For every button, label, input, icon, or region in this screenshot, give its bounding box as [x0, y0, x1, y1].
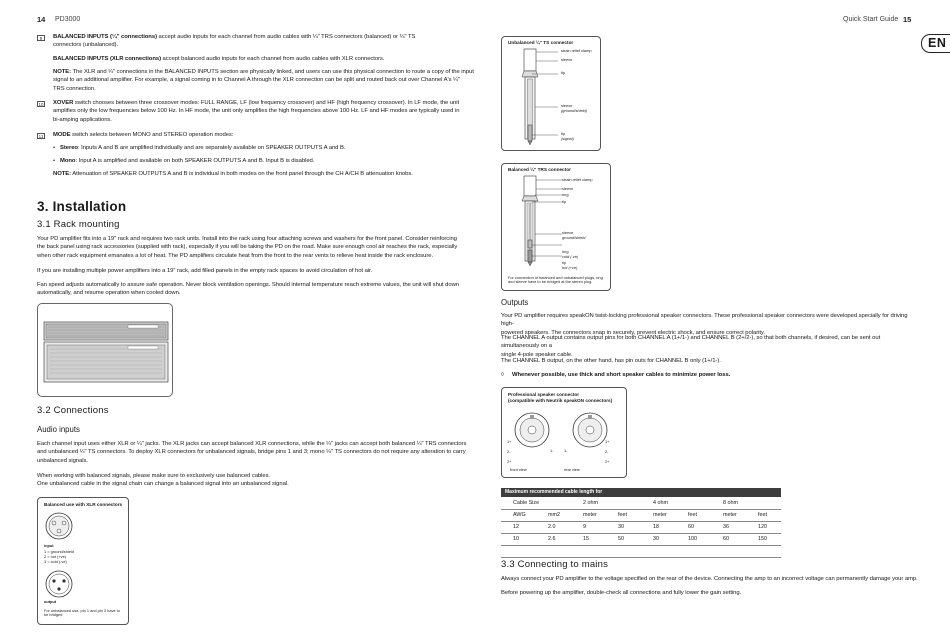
xlr-connector-figure: [37, 497, 129, 625]
speakon-rear-view-label: rear view: [564, 467, 580, 472]
trs-note: For connection of balanced and unbalanced plugs, ring and sleeve have to be bridged at the stereo plug.: [508, 275, 603, 285]
cell-r1-4m: 18: [653, 524, 659, 530]
trs-connector-figure: [501, 163, 611, 291]
speakon-rear-pin-2minus: 2-: [605, 449, 609, 454]
fan-speed-para: Fan speed adjusts automatically to assure safe operation. Never block ventilation openings. Should internal temperature reach extreme values, the unit will shut down automatically, and resume operation when cooled down.: [37, 282, 459, 297]
outputs-para-2: The CHANNEL A output contains output pins for both CHANNEL A (1+/1-) and CHANNEL B (2+/2-), so that both channels, if desired, can be sent out simultaneously on a single 4-pole speaker cable.: [501, 335, 881, 358]
trs-label-ground: ground/shield: [562, 235, 586, 240]
mode-para: MODE switch selects between MONO and STEREO operation modes:: [53, 132, 234, 138]
th-2ohm-meter: meter: [583, 512, 597, 518]
speakon-rear-pin-1minus: 1-: [564, 448, 568, 453]
balanced-inputs-trs-para: BALANCED INPUTS (¼" connections) accept audio inputs for each channel from audio cables with ¼" TRS connectors (balanced) or ¼" TS connectors (unbalanced).: [53, 34, 416, 49]
th-mm2: mm2: [548, 512, 560, 518]
th-4ohm: 4 ohm: [653, 500, 668, 506]
xlr-unbalanced-note: For unbalanced use, pin 1 and pin 3 have to be bridged: [44, 608, 120, 618]
ts-label-signal: (signal): [561, 136, 574, 141]
connections-heading: 3.2 Connections: [37, 405, 109, 416]
th-8ohm: 8 ohm: [723, 500, 738, 506]
speakon-connector-figure: [501, 387, 627, 478]
mains-heading: 3.3 Connecting to mains: [501, 559, 609, 570]
speakon-title-2: (compatible with Neutrik speakON connectors): [508, 398, 613, 403]
cell-r2-awg: 10: [513, 536, 519, 542]
xlr-pin-1: 1 = ground/shield: [44, 549, 74, 554]
xlr-input-label: input: [44, 543, 54, 548]
item-marker-9: 9: [37, 35, 45, 41]
audio-inputs-heading: Audio inputs: [37, 425, 80, 434]
amplifier-illustration: [37, 303, 173, 397]
trs-label-tip-2: tip: [562, 260, 567, 265]
ts-label-strain: strain relief clamp: [561, 48, 592, 53]
speakon-front-pin-1plus: 1+: [507, 439, 512, 444]
item-marker-10: 10: [38, 102, 44, 107]
xover-para: XOVER switch chooses between three crossover modes: FULL RANGE, LF (low frequency crossover) and HF (high frequency crossover). In LF mode, the unit amplifies only the low frequencies below 100 Hz. In HF mode, the unit only amplifies the high frequencies above 100 Hz. LF and HF modes are typically used in bi-amping applications.: [53, 100, 460, 123]
audio-inputs-para: Each channel input uses either XLR or ¼" jacks. The XLR jacks can accept balanced XLR connections, while the ¼" jacks can accept both balanced ¼" TRS connectors and unbalanced ¼" TS connectors. To deploy XLR connectors for unbalanced signals, bridge pins 1 and 3; mono ¼" TS connectors do not require any alteration to carry unbalanced signals.: [37, 441, 467, 464]
right-page-title: Quick Start Guide: [843, 16, 899, 23]
cell-r1-2f: 30: [618, 524, 624, 530]
right-page-number: 15: [903, 15, 912, 24]
trs-label-sleeve-2: sleeve: [562, 230, 574, 235]
ts-figure-title: Unbalanced ¼" TS connector: [508, 40, 574, 45]
th-4ohm-feet: feet: [688, 512, 697, 518]
cell-r2-2m: 15: [583, 536, 589, 542]
left-page-number: 14: [37, 15, 46, 24]
xlr-pin-2: 2 = hot (+ve): [44, 554, 67, 559]
ts-label-sleeve: sleeve: [561, 57, 573, 62]
installation-heading: 3. Installation: [37, 199, 127, 214]
inputs-note-para: NOTE: The XLR and ¼" connections in the BALANCED INPUTS section are physically linked, and users can use this physical connection to route a copy of the input signal to an additional amplifier. For example, a signal coming in to Channel A through the XLR connection can be split and routed back out over Channel A's ¼" TRS connection.: [53, 69, 474, 92]
trs-figure-title: Balanced ¼" TRS connector: [508, 167, 571, 172]
ts-label-tip-2: tip: [561, 131, 566, 136]
speakon-front-pin-1minus: 1-: [550, 448, 554, 453]
trs-label-ring: ring: [562, 192, 569, 197]
cell-r2-8m: 60: [723, 536, 729, 542]
speakon-front-drawing: [512, 410, 552, 450]
trs-label-ring-2: ring: [562, 249, 569, 254]
stereo-bullet: • Stereo: Inputs A and B are amplified individually and are separately available on SPEAKER OUTPUTS A and B.: [53, 145, 346, 151]
cell-r2-mm2: 2.6: [548, 536, 556, 542]
outputs-heading: Outputs: [501, 298, 529, 307]
ts-connector-figure: [501, 36, 601, 151]
cable-table-title: Maximum recommended cable length for: [501, 488, 781, 497]
th-4ohm-meter: meter: [653, 512, 667, 518]
cell-r2-4f: 100: [688, 536, 697, 542]
item-marker-11: 11: [38, 134, 44, 139]
xlr-female-drawing: [42, 510, 82, 542]
outputs-para-3: The CHANNEL B output, on the other hand, has pin outs for CHANNEL B only (1+/1-).: [501, 358, 721, 364]
xlr-figure-title: Balanced use with XLR connectors: [44, 502, 123, 507]
trs-label-sleeve: sleeve: [562, 186, 574, 191]
rack-mounting-para: Your PD amplifier fits into a 19" rack and requires two rack units. Install into the rack using four attaching screws and washers for the front panel. Consider reinforcing the back panel using rack accessories (supplied with rack), especially if you will be taking the PD on the road. Make sure enough cool air reaches the rack, especially when other rack equipment emanates a lot of heat. The PD amplifiers circulate heat from the front to the rear vents to relieve heat inside the rack enclosure.: [37, 236, 458, 259]
th-8ohm-feet: feet: [758, 512, 767, 518]
ts-label-tip: tip: [561, 70, 566, 75]
trs-label-strain: strain relief clamp: [562, 177, 593, 182]
ts-label-sleeve-2: sleeve: [561, 103, 573, 108]
outputs-warning: ◊ Whenever possible, use thick and short speaker cables to minimize power loss.: [501, 372, 731, 378]
rack-mounting-heading: 3.1 Rack mounting: [37, 219, 120, 230]
xlr-output-label: output: [44, 599, 57, 604]
warning-diamond-icon: ◊: [501, 372, 504, 378]
cable-table-rule-5: [501, 557, 781, 558]
trs-label-hot: hot (+ve): [562, 265, 578, 270]
speakon-rear-drawing: [570, 410, 610, 450]
cell-r1-mm2: 2.0: [548, 524, 556, 530]
mode-note-para: NOTE: Attenuation of SPEAKER OUTPUTS A and B is individual in both modes on the front panel through the CH A/CH B attenuation knobs.: [53, 171, 413, 177]
cell-r1-2m: 9: [583, 524, 586, 530]
speakon-title-1: Professional speaker connector: [508, 392, 580, 397]
cell-r1-8f: 120: [758, 524, 767, 530]
cable-table-rule-2: [501, 521, 781, 522]
th-8ohm-meter: meter: [723, 512, 737, 518]
speakon-rear-pin-2plus: 2+: [605, 459, 610, 464]
cell-r1-4f: 60: [688, 524, 694, 530]
cell-r1-awg: 12: [513, 524, 519, 530]
multiple-amps-para: If you are installing multiple power amplifiers into a 19" rack, add filled panels in the empty rack spaces to avoid circulation of hot air.: [37, 268, 373, 274]
cell-r2-2f: 50: [618, 536, 624, 542]
th-cable-size: Cable Size: [513, 500, 540, 506]
product-name: PD3000: [55, 16, 81, 23]
cell-r2-4m: 30: [653, 536, 659, 542]
th-awg: AWG: [513, 512, 526, 518]
speakon-rear-pin-1plus: 1+: [605, 439, 610, 444]
mains-para-1: Always connect your PD amplifier to the voltage specified on the rear of the device. Connecting the amp to an incorrect voltage can permanently damage your amp.: [501, 576, 918, 582]
language-badge: EN: [921, 34, 950, 53]
cable-table-rule-4: [501, 545, 781, 546]
th-2ohm: 2 ohm: [583, 500, 598, 506]
amplifier-rack-drawing: [38, 304, 174, 398]
trs-label-cold: cold (-ve): [562, 254, 579, 259]
ts-plug-drawing: [506, 47, 561, 150]
speakon-front-pin-2minus: 2-: [507, 449, 511, 454]
balanced-inputs-xlr-para: BALANCED INPUTS (XLR connections) accept balanced audio inputs for each channel from audio cables with XLR connectors.: [53, 56, 385, 62]
xlr-pin-3: 3 = cold (-ve): [44, 559, 67, 564]
ts-label-ground: (ground/shield): [561, 108, 587, 113]
outputs-para-1: Your PD amplifier requires speakON twist-locking professional speaker connectors. These professional speaker connectors were developed specially for driving high- powered speakers. The connectors snap in securely, prevent electric shock, and ensure correct polarity.: [501, 313, 908, 336]
xlr-male-drawing: [42, 568, 82, 600]
trs-label-tip: tip: [562, 199, 567, 204]
cable-table-rule-3: [501, 533, 781, 534]
cell-r2-8f: 150: [758, 536, 767, 542]
th-2ohm-feet: feet: [618, 512, 627, 518]
cable-table-rule-1: [501, 509, 781, 510]
balanced-cables-para: When working with balanced signals, please make sure to exclusively use balanced cables. One unbalanced cable in the signal chain can change a balanced signal into an unbalanced signal.: [37, 473, 289, 488]
mono-bullet: • Mono: Input A is amplified and available on both SPEAKER OUTPUTS A and B. Input B is disabled.: [53, 158, 315, 164]
mains-para-2: Before powering up the amplifier, double-check all connections and fully lower the gain setting.: [501, 590, 742, 596]
speakon-front-view-label: front view: [510, 467, 527, 472]
speakon-front-pin-2plus: 2+: [507, 459, 512, 464]
cell-r1-8m: 36: [723, 524, 729, 530]
